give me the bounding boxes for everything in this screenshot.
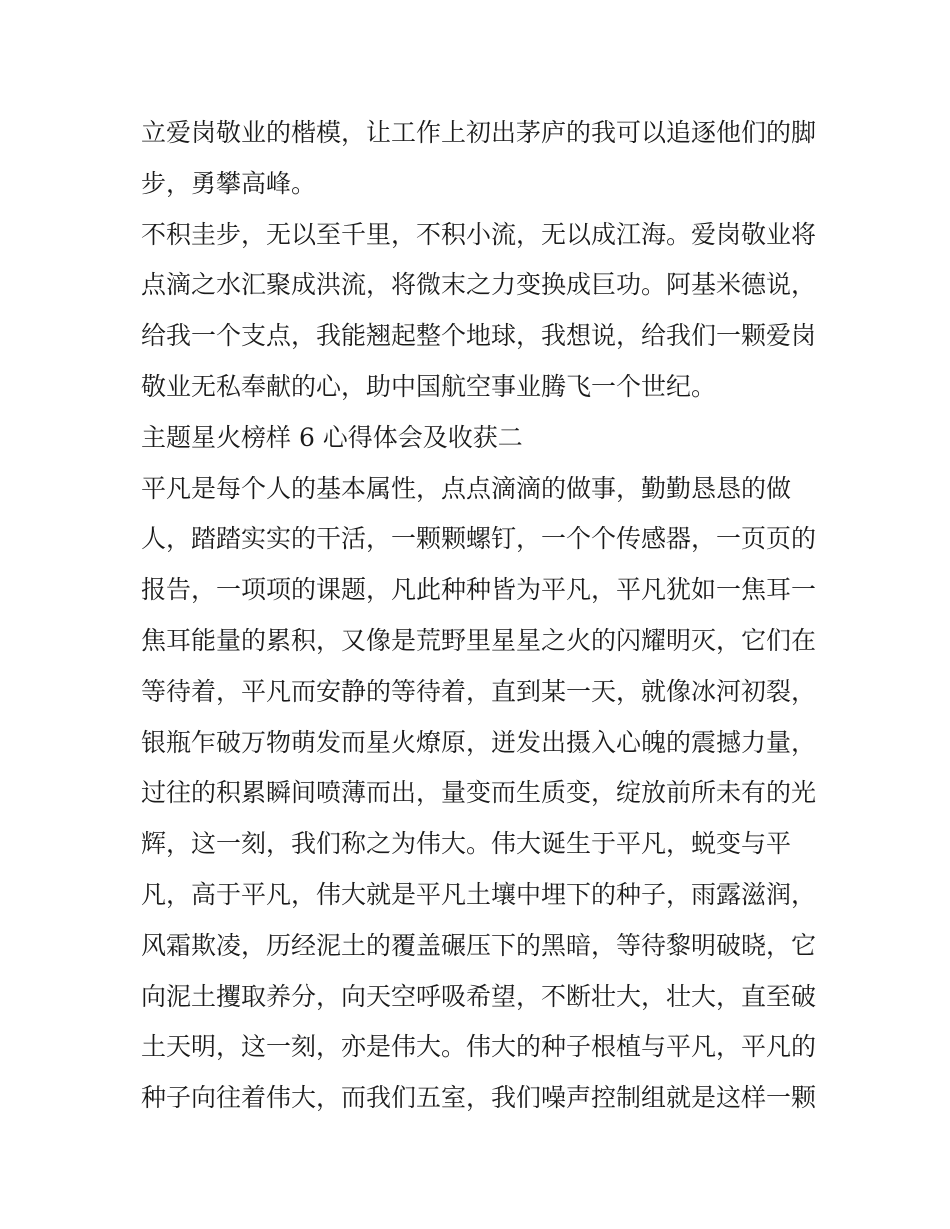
text-line-16: 凡，高于平凡，伟大就是平凡土壤中埋下的种子，雨露滋润， [141,879,817,909]
text-line-17: 风霜欺凌，历经泥土的覆盖碾压下的黑暗，等待黎明破晓，它 [141,930,817,960]
text-line-6: 敬业无私奉献的心，助中国航空事业腾飞一个世纪。 [141,371,717,401]
text-line-4: 点滴之水汇聚成洪流，将微末之力变换成巨功。阿基米德说， [141,270,817,300]
text-line-8: 平凡是每个人的基本属性，点点滴滴的做事，勤勤恳恳的做 [141,473,792,503]
text-line-20: 种子向往着伟大，而我们五室，我们噪声控制组就是这样一颗 [141,1083,817,1113]
text-line-11: 焦耳能量的累积，又像是荒野里星星之火的闪耀明灭，它们在 [141,625,817,655]
text-line-10: 报告，一项项的课题，凡此种种皆为平凡，平凡犹如一焦耳一 [141,575,817,605]
text-line-1: 立爱岗敬业的楷模，让工作上初出茅庐的我可以追逐他们的脚 [141,118,817,147]
document-body [141,108,821,1124]
text-line-3: 不积圭步，无以至千里，不积小流，无以成江海。爱岗敬业将 [141,219,817,249]
text-line-15: 辉，这一刻，我们称之为伟大。伟大诞生于平凡，蜕变与平 [141,829,792,859]
text-line-18: 向泥土攫取养分，向天空呼吸希望，不断壮大，壮大，直至破 [141,981,817,1011]
text-line-14: 过往的积累瞬间喷薄而出，量变而生质变，绽放前所未有的光 [141,778,817,808]
text-line-19: 土天明，这一刻，亦是伟大。伟大的种子根植与平凡，平凡的 [141,1032,817,1062]
text-line-2: 步，勇攀高峰。 [141,168,317,198]
text-line-13: 银瓶乍破万物萌发而星火燎原，迸发出摄入心魄的震撼力量， [141,727,817,757]
text-line-12: 等待着，平凡而安静的等待着，直到某一天，就像冰河初裂， [141,676,817,706]
section-heading: 主题星火榜样 6 心得体会及收获二 [141,422,523,452]
text-line-9: 人，踏踏实实的干活，一颗颗螺钉，一个个传感器，一页页的 [141,524,817,554]
text-line-5: 给我一个支点，我能翘起整个地球，我想说，给我们一颗爱岗 [141,321,817,351]
